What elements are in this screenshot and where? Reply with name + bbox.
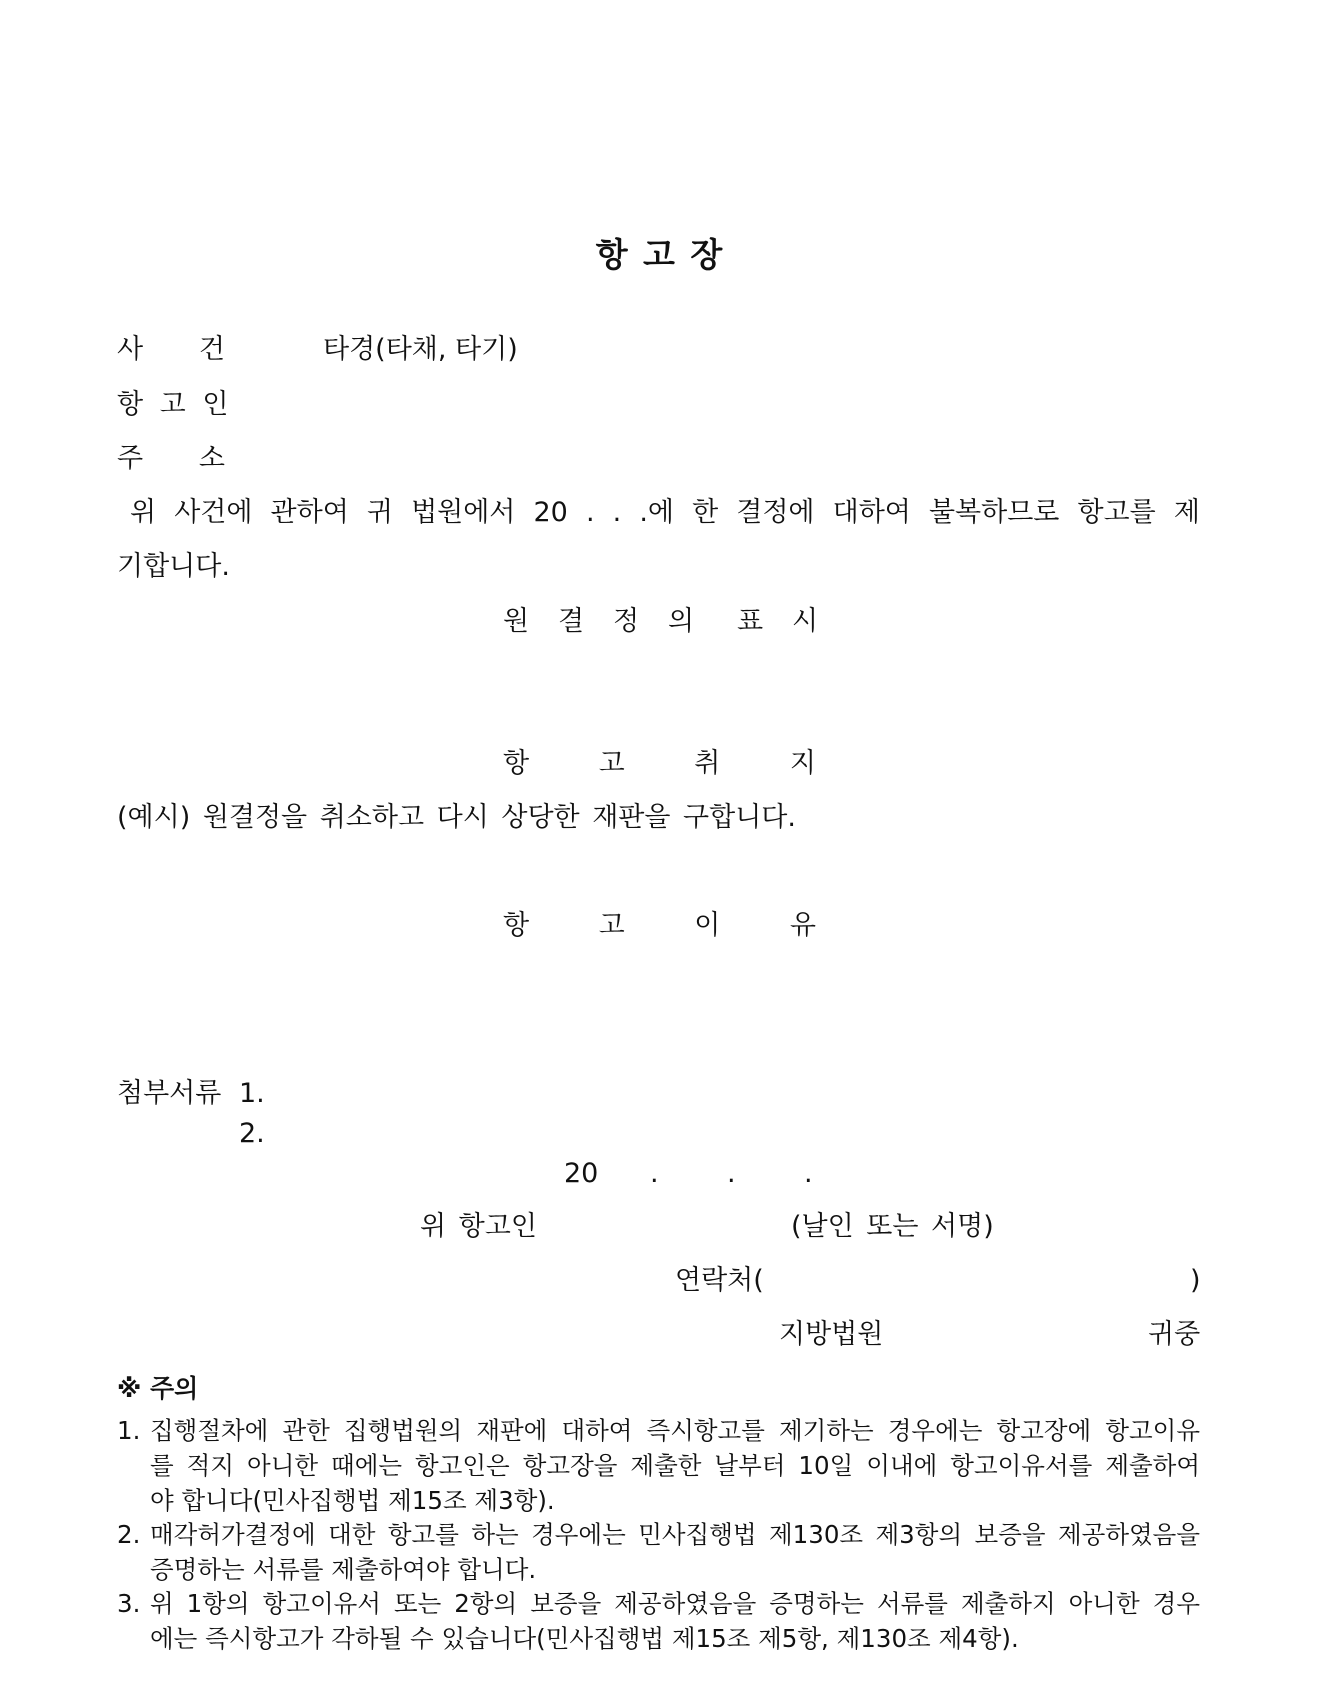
notice-line: 증명하는 서류를 제출하여야 합니다. <box>150 1555 537 1584</box>
intro-line-1: 위 사건에 관하여 귀 법원에서 20 . . .에 한 결정에 대하여 불복하므로 항고를 제 <box>130 497 1200 528</box>
case-label: 사 건 <box>117 334 225 365</box>
appeal-purpose-example: (예시) 원결정을 취소하고 다시 상당한 재판을 구합니다. <box>117 802 796 833</box>
notice-item-2: 2. 매각허가결정에 대한 항고를 하는 경우에는 민사집행법 제130조 제3항의 보증을 제공하였음을 증명하는 서류를 제출하여야 합니다. <box>117 1517 1200 1587</box>
section-heading-appeal-purpose: 항 고 취 지 <box>503 748 816 779</box>
document-title: 항 고 장 <box>595 235 725 274</box>
seal-or-signature-note: (날인 또는 서명) <box>791 1211 994 1242</box>
notice-line: 매각허가결정에 대한 항고를 하는 경우에는 민사집행법 제130조 제3항의 보증을 제공하였음을 <box>150 1520 1200 1549</box>
section-heading-appeal-reason: 항 고 이 유 <box>503 910 816 941</box>
address-label: 주 소 <box>117 443 225 474</box>
appellant-signature-label: 위 항고인 <box>420 1211 537 1242</box>
appellant-label: 항 고 인 <box>117 389 233 420</box>
court-name: 지방법원 <box>779 1319 884 1350</box>
notice-line: 를 적지 아니한 때에는 항고인은 항고장을 제출한 날부터 10일 이내에 항고이유서를 제출하여 <box>150 1451 1200 1480</box>
attachment-item-2: 2. <box>239 1118 265 1149</box>
notice-line: 야 합니다(민사집행법 제15조 제3항). <box>150 1486 555 1515</box>
intro-line-2: 기합니다. <box>117 551 230 582</box>
attachments-label: 첨부서류 <box>117 1078 222 1109</box>
filing-date: 20 . . . <box>564 1158 813 1189</box>
notice-item-1: 1. 집행절차에 관한 집행법원의 재판에 대하여 즉시항고를 제기하는 경우에는 항고장에 항고이유 를 적지 아니한 때에는 항고인은 항고장을 제출한 날부터 10일 이내에 항고이유서를 제출하여 야 합니다(민사집행법 제15조 제3항). <box>117 1413 1200 1518</box>
contact-close: ) <box>1190 1265 1201 1296</box>
notice-line: 위 1항의 항고이유서 또는 2항의 보증을 제공하였음을 증명하는 서류를 제출하지 아니한 경우 <box>150 1589 1200 1618</box>
notice-item-3: 3. 위 1항의 항고이유서 또는 2항의 보증을 제공하였음을 증명하는 서류를 제출하지 아니한 경우 에는 즉시항고가 각하될 수 있습니다(민사집행법 제15조 제5항, 제130조 제4항). <box>117 1586 1200 1656</box>
notice-line: 집행절차에 관한 집행법원의 재판에 대하여 즉시항고를 제기하는 경우에는 항고장에 항고이유 <box>150 1416 1200 1445</box>
notice-heading: ※ 주의 <box>117 1374 199 1403</box>
notice-line: 에는 즉시항고가 각하될 수 있습니다(민사집행법 제15조 제5항, 제130조 제4항). <box>150 1624 1019 1653</box>
case-number-value: 타경(타채, 타기) <box>323 334 518 365</box>
attachment-item-1: 1. <box>239 1078 265 1109</box>
addressee: 귀중 <box>1148 1319 1201 1350</box>
contact-label: 연락처( <box>675 1265 764 1296</box>
